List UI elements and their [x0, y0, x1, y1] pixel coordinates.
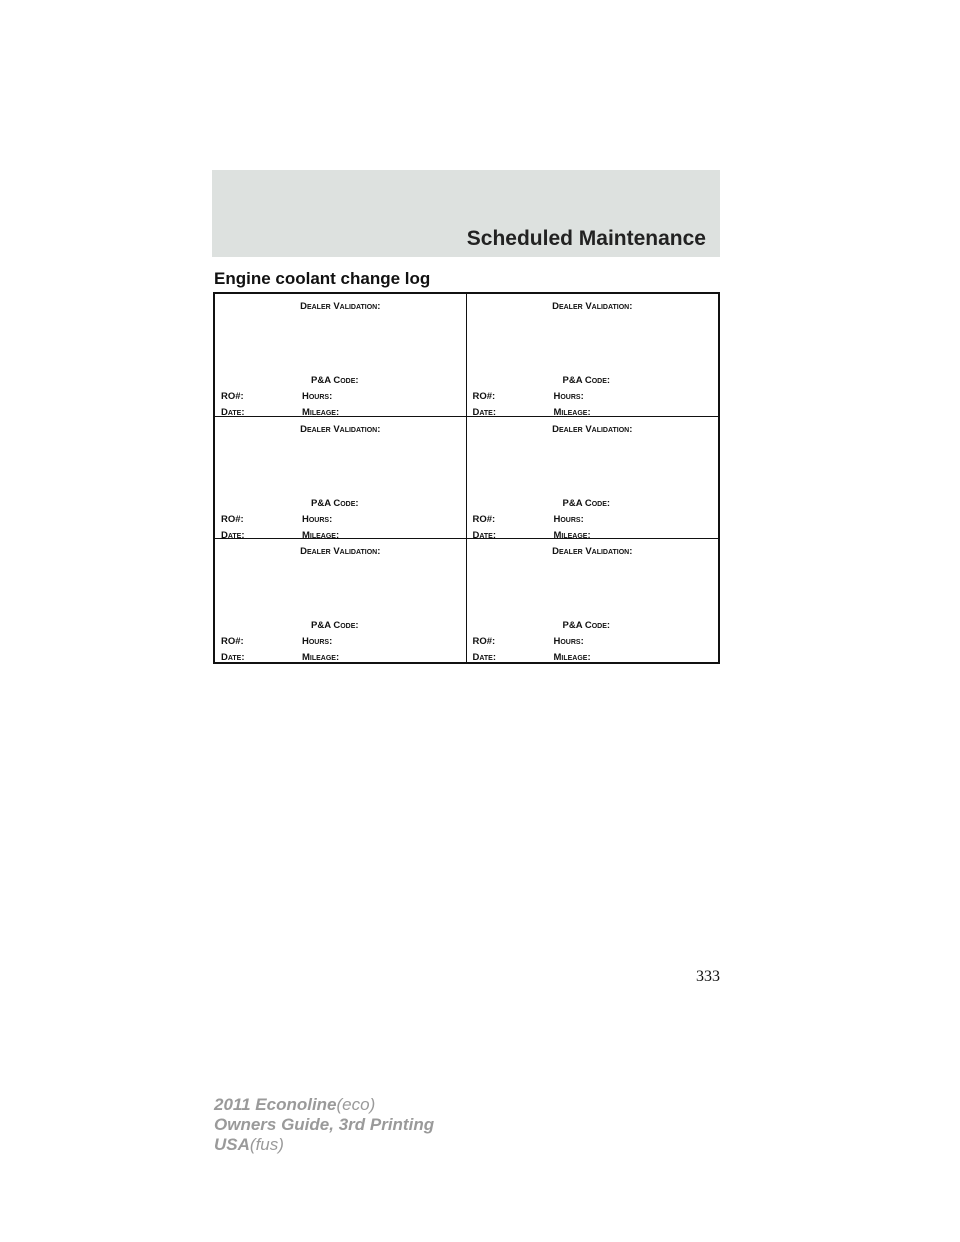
log-entry-3 — [215, 417, 467, 540]
chapter-header-band — [212, 170, 720, 257]
mileage-label: Mileage: — [553, 407, 591, 418]
dealer-validation-label: Dealer Validation: — [300, 301, 381, 312]
mileage-label: Mileage: — [302, 529, 340, 541]
date-label: Date: — [221, 652, 245, 664]
ro-number-label: RO#: — [472, 391, 496, 402]
date-label: Date: — [221, 529, 245, 541]
hours-label: Hours: — [302, 636, 333, 648]
log-entry-2 — [467, 294, 719, 417]
ro-number-label: RO#: — [221, 391, 244, 402]
date-label: Date: — [221, 407, 245, 418]
hours-label: Hours: — [553, 391, 584, 402]
log-entry-5 — [215, 539, 467, 662]
footer-model-line — [214, 1095, 434, 1115]
footer-market-code: (fus) — [249, 1135, 284, 1154]
ro-number-label: RO#: — [472, 513, 496, 525]
page-number: 333 — [696, 968, 720, 985]
date-label: Date: — [472, 652, 497, 664]
ro-number-label: RO#: — [472, 636, 496, 648]
coolant-change-log-table — [213, 292, 720, 664]
dealer-validation-label: Dealer Validation: — [552, 546, 633, 558]
chapter-title: Scheduled Maintenance — [466, 227, 706, 250]
log-entry-4 — [467, 417, 719, 540]
pa-code-label: P&A Code: — [311, 497, 359, 509]
date-label: Date: — [472, 529, 497, 541]
hours-label: Hours: — [553, 513, 584, 525]
hours-label: Hours: — [302, 513, 333, 525]
document-footer — [214, 1095, 434, 1155]
pa-code-label: P&A Code: — [562, 375, 611, 386]
pa-code-label: P&A Code: — [311, 375, 359, 386]
pa-code-label: P&A Code: — [562, 497, 611, 509]
dealer-validation-label: Dealer Validation: — [552, 301, 633, 312]
section-title: Engine coolant change log — [214, 269, 431, 288]
hours-label: Hours: — [302, 391, 333, 402]
dealer-validation-label: Dealer Validation: — [300, 423, 381, 435]
footer-market: USA — [214, 1135, 250, 1154]
ro-number-label: RO#: — [221, 636, 244, 648]
date-label: Date: — [472, 407, 497, 418]
footer-model-code: (eco) — [336, 1095, 376, 1114]
mileage-label: Mileage: — [553, 529, 591, 541]
log-entry-1 — [215, 294, 467, 417]
hours-label: Hours: — [553, 636, 584, 648]
ro-number-label: RO#: — [221, 513, 244, 525]
log-entry-6 — [467, 539, 719, 662]
dealer-validation-label: Dealer Validation: — [552, 423, 633, 435]
mileage-label: Mileage: — [302, 407, 340, 418]
pa-code-label: P&A Code: — [562, 620, 611, 632]
mileage-label: Mileage: — [302, 652, 340, 664]
pa-code-label: P&A Code: — [311, 620, 359, 632]
footer-printing: Owners Guide, 3rd Printing — [214, 1115, 435, 1134]
dealer-validation-label: Dealer Validation: — [300, 546, 381, 558]
mileage-label: Mileage: — [553, 652, 591, 664]
footer-market-line — [214, 1135, 434, 1155]
footer-model: 2011 Econoline — [214, 1095, 337, 1114]
